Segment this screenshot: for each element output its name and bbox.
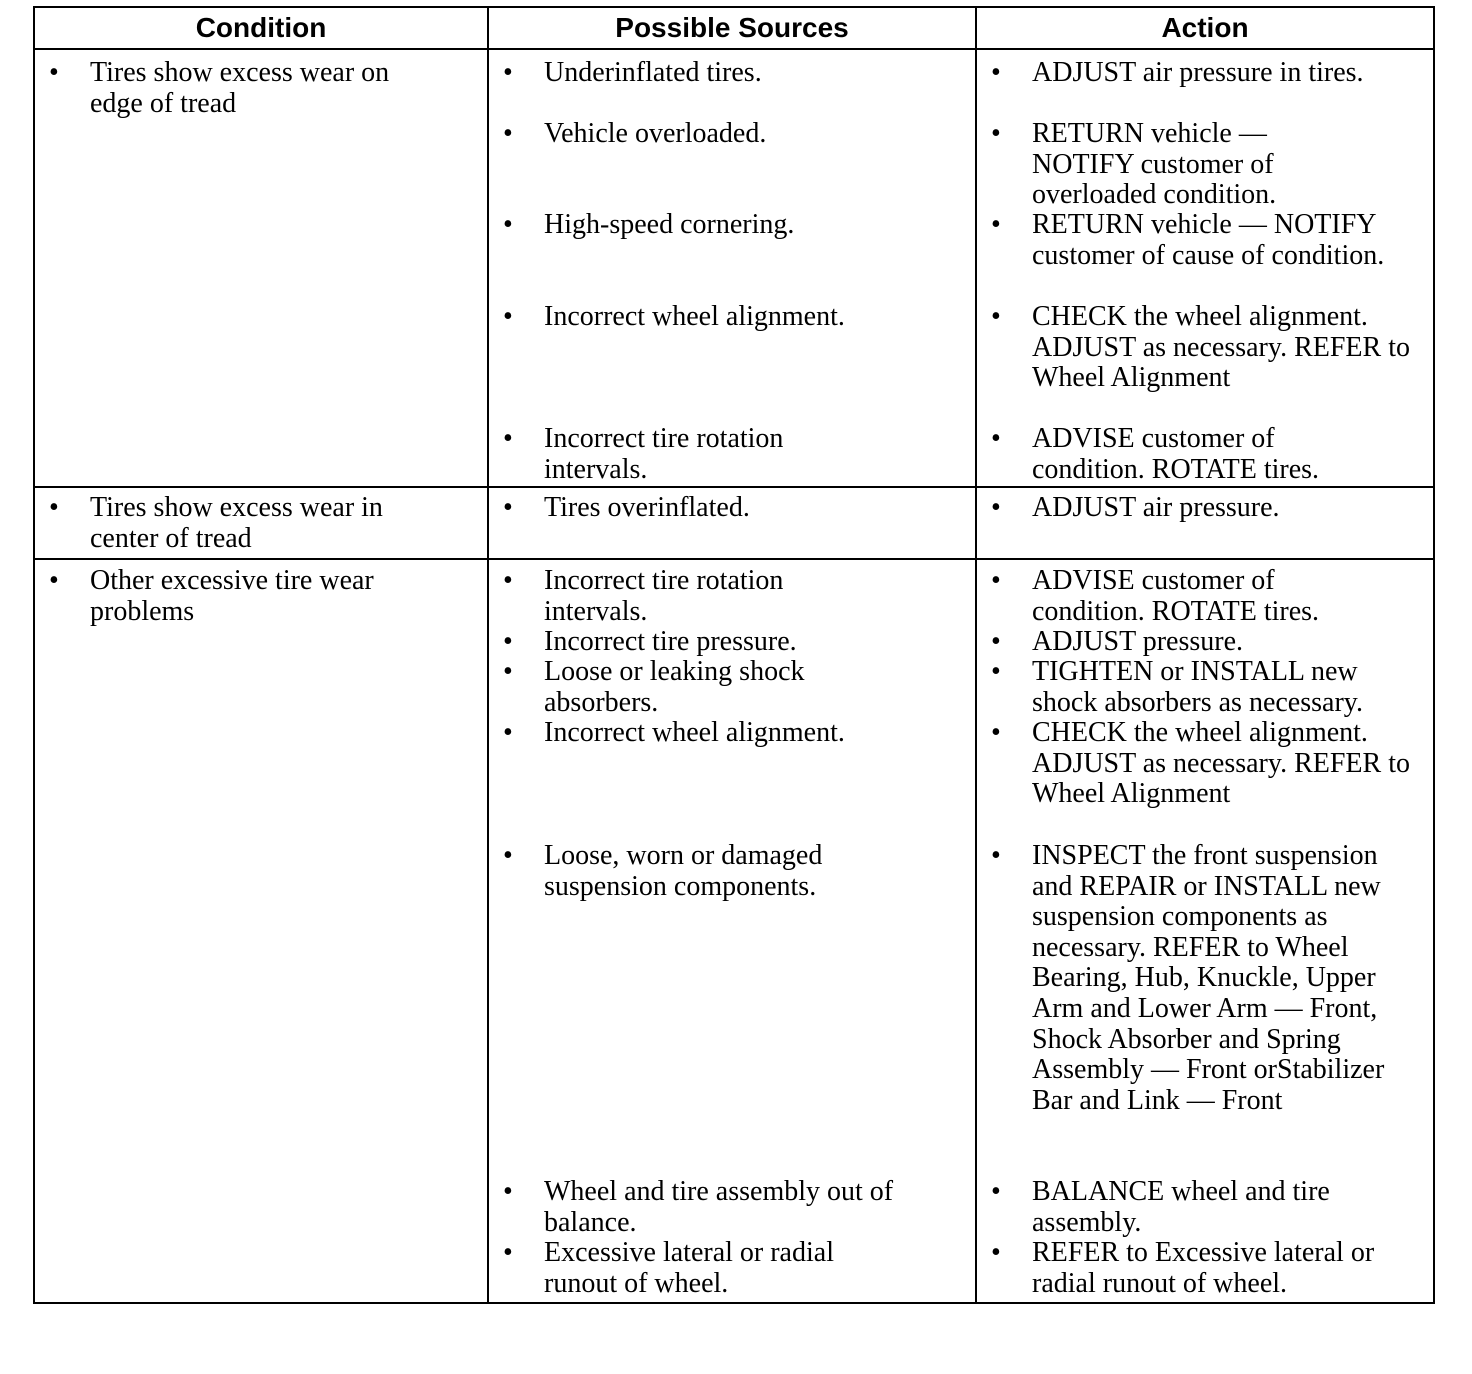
bullet-icon: •	[991, 656, 1001, 687]
sources-cell	[488, 487, 976, 559]
action-item: • ADVISE customer of condition. ROTATE tires.	[991, 565, 1320, 627]
bullet-icon: •	[991, 209, 1001, 240]
bullet-icon: •	[503, 1237, 513, 1268]
bullet-icon: •	[991, 492, 1001, 523]
action-cell	[976, 487, 1434, 559]
source-item: • Wheel and tire assembly out of balance.	[503, 1176, 894, 1238]
action-cell	[976, 559, 1434, 1303]
action-item: • RETURN vehicle — NOTIFY customer of cause of condition.	[991, 209, 1385, 271]
bullet-icon: •	[991, 626, 1001, 657]
bullet-icon: •	[991, 57, 1001, 88]
source-item: • High-speed cornering.	[503, 209, 795, 240]
source-item: • Incorrect tire rotation intervals.	[503, 565, 784, 627]
diagnosis-table	[33, 6, 1435, 1304]
action-item: • ADJUST air pressure in tires.	[991, 57, 1364, 88]
bullet-icon: •	[991, 1176, 1001, 1207]
condition-cell	[34, 487, 488, 559]
possible-sources-header: Possible Sources	[488, 7, 976, 49]
bullet-icon: •	[503, 1176, 513, 1207]
action-item: • CHECK the wheel alignment. ADJUST as necessary. REFER to Wheel Alignment	[991, 717, 1410, 810]
table-row	[34, 487, 1434, 559]
bullet-icon: •	[503, 840, 513, 871]
action-item: • RETURN vehicle — NOTIFY customer of overloaded condition.	[991, 118, 1277, 211]
table-row	[34, 559, 1434, 1303]
source-item: • Incorrect tire rotation intervals.	[503, 423, 784, 485]
table-row	[34, 49, 1434, 487]
action-item: • ADJUST pressure.	[991, 626, 1244, 657]
source-item: • Loose or leaking shock absorbers.	[503, 656, 805, 718]
bullet-icon: •	[991, 118, 1001, 149]
condition-cell	[34, 559, 488, 1303]
bullet-icon: •	[991, 840, 1001, 871]
source-item: • Underinflated tires.	[503, 57, 762, 88]
bullet-icon: •	[503, 492, 513, 523]
bullet-icon: •	[503, 656, 513, 687]
bullet-icon: •	[49, 565, 59, 596]
action-cell	[976, 49, 1434, 487]
source-item: • Incorrect wheel alignment.	[503, 301, 845, 332]
action-item: • CHECK the wheel alignment. ADJUST as necessary. REFER to Wheel Alignment	[991, 301, 1410, 394]
bullet-icon: •	[503, 209, 513, 240]
action-item: • INSPECT the front suspension and REPAIR or INSTALL new suspension components as necessary. REFER to Wheel Bearing, Hub, Knuckle, Upper Arm and Lower Arm — Front, Shock Absorber and Spring Assembly — Front orStabilizer Bar and Link — Front	[991, 840, 1385, 1116]
bullet-icon: •	[991, 565, 1001, 596]
bullet-icon: •	[503, 626, 513, 657]
condition-header: Condition	[34, 7, 488, 49]
action-item: • ADVISE customer of condition. ROTATE tires.	[991, 423, 1320, 485]
bullet-icon: •	[503, 565, 513, 596]
bullet-icon: •	[503, 301, 513, 332]
bullet-icon: •	[503, 423, 513, 454]
source-item: • Incorrect wheel alignment.	[503, 717, 845, 748]
condition-cell	[34, 49, 488, 487]
bullet-icon: •	[503, 717, 513, 748]
sources-cell	[488, 49, 976, 487]
source-item: • Incorrect tire pressure.	[503, 626, 797, 657]
bullet-icon: •	[503, 118, 513, 149]
action-item: • TIGHTEN or INSTALL new shock absorbers as necessary.	[991, 656, 1363, 718]
source-item: • Vehicle overloaded.	[503, 118, 767, 149]
bullet-icon: •	[503, 57, 513, 88]
source-item: • Excessive lateral or radial runout of wheel.	[503, 1237, 834, 1299]
bullet-icon: •	[49, 492, 59, 523]
condition-item: • Tires show excess wear in center of tread	[49, 492, 383, 554]
source-item: • Tires overinflated.	[503, 492, 750, 523]
action-item: • REFER to Excessive lateral or radial runout of wheel.	[991, 1237, 1375, 1299]
condition-item: • Other excessive tire wear problems	[49, 565, 374, 627]
action-header: Action	[976, 7, 1434, 49]
bullet-icon: •	[991, 1237, 1001, 1268]
bullet-icon: •	[49, 57, 59, 88]
bullet-icon: •	[991, 423, 1001, 454]
source-item: • Loose, worn or damaged suspension components.	[503, 840, 823, 902]
header-row	[34, 7, 1434, 49]
condition-item: • Tires show excess wear on edge of tread	[49, 57, 390, 119]
action-item: • BALANCE wheel and tire assembly.	[991, 1176, 1330, 1238]
action-item: • ADJUST air pressure.	[991, 492, 1280, 523]
bullet-icon: •	[991, 301, 1001, 332]
sources-cell	[488, 559, 976, 1303]
bullet-icon: •	[991, 717, 1001, 748]
